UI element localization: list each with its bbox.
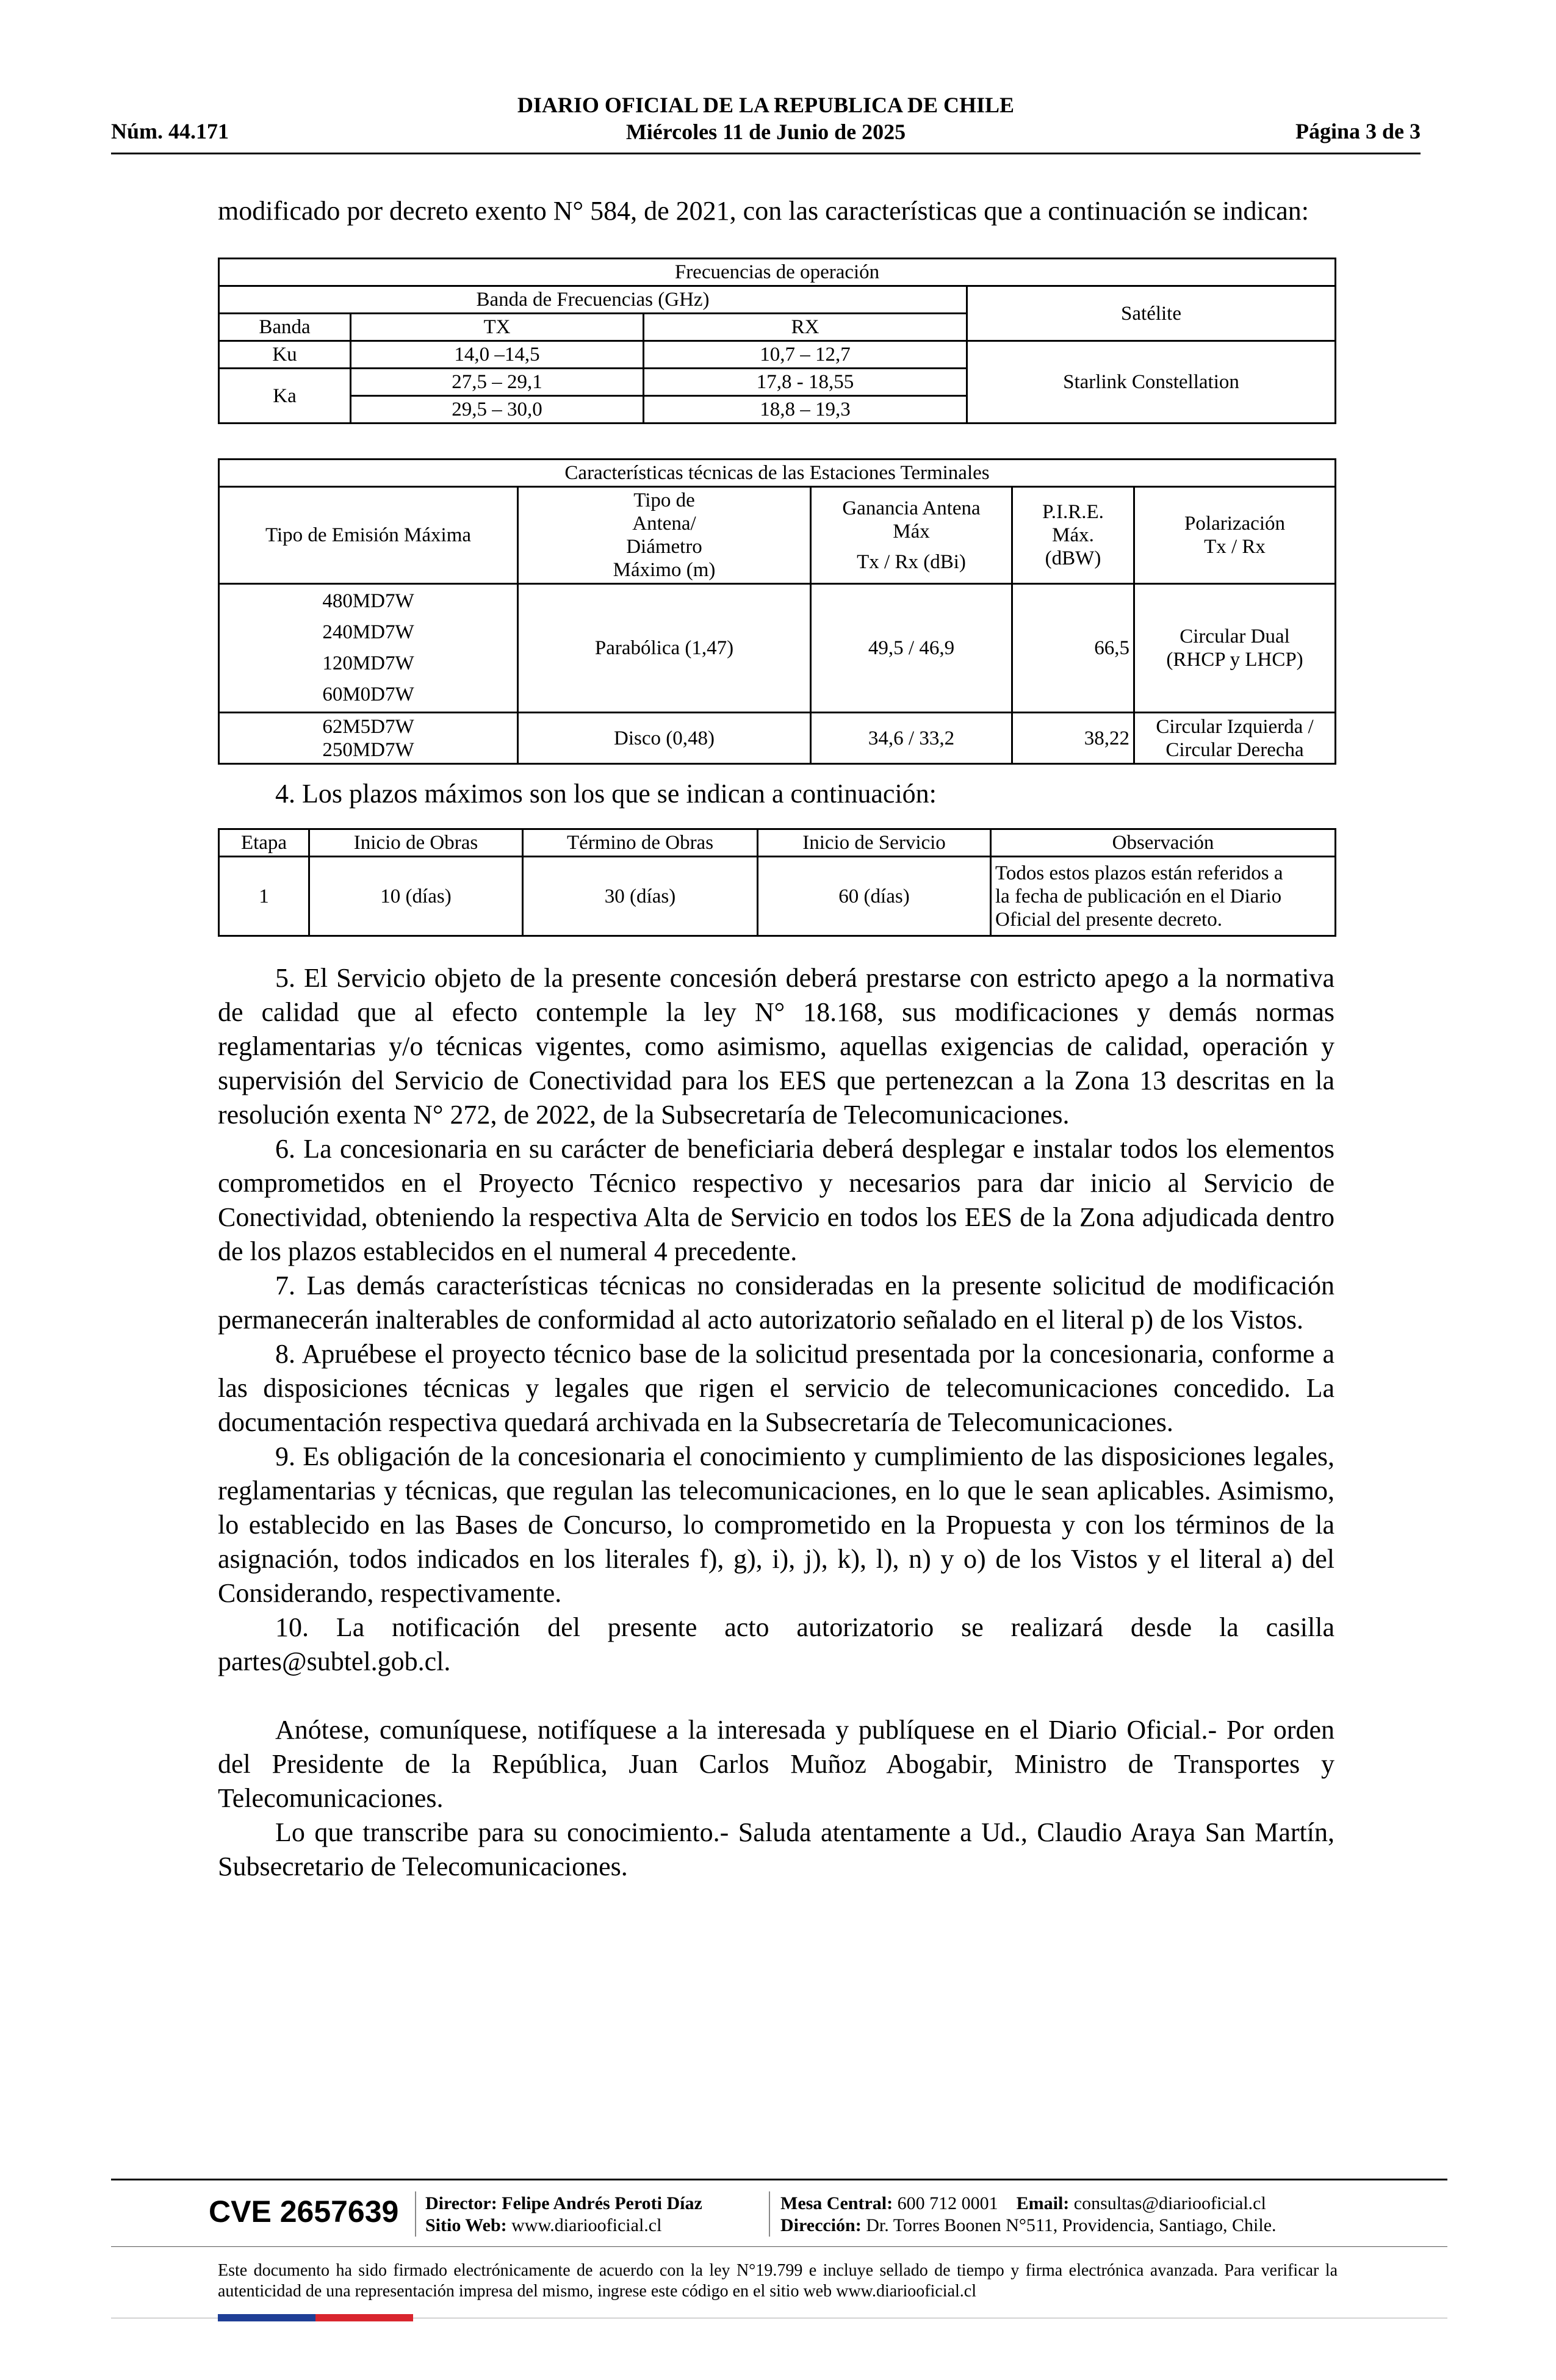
numbered-paragraphs: [218, 961, 1334, 1679]
tx-cell: 27,5 – 29,1: [351, 369, 644, 396]
page-number: Página 3 de 3: [1295, 119, 1421, 143]
polarization-line: Circular Derecha: [1165, 738, 1304, 761]
emission-type: 250MD7W: [322, 738, 414, 761]
flag-blue-segment: [218, 2314, 315, 2321]
publication-title: DIARIO OFICIAL DE LA REPUBLICA DE CHILE: [517, 93, 1015, 117]
pire-header: [1012, 487, 1134, 584]
tx-cell: 29,5 – 30,0: [351, 396, 644, 424]
emission-type: 120MD7W: [322, 652, 414, 674]
polarization-line: Circular Izquierda /: [1156, 715, 1314, 738]
footer-info: [111, 2180, 1447, 2241]
band-column-header: Banda: [219, 314, 351, 341]
emission-type: 62M5D7W: [322, 715, 414, 738]
email-label: Email:: [1016, 2193, 1070, 2213]
footer-director-block: [425, 2193, 702, 2237]
emission-cell: [219, 584, 518, 713]
paragraph-6: 6. La concesionaria en su carácter de beneficiaria deberá desplegar e instalar todos los elementos comprometidos en el Proyecto Técnico respectivo y necesarios para dar inicio al Servicio de Conectividad, obteniendo la respectiva Alta de Servicio en todos los EES de la Zona adjudicada dentro de los plazos establecidos en el numeral 4 precedente.: [218, 1134, 1334, 1266]
observation-line: Oficial del presente decreto.: [995, 908, 1222, 931]
phone-label: Mesa Central:: [780, 2193, 893, 2213]
footer-thin-divider: [111, 2246, 1447, 2247]
rx-cell: 10,7 – 12,7: [644, 341, 967, 369]
footer-separator: [769, 2191, 770, 2237]
address-label: Dirección:: [780, 2215, 862, 2235]
intro-paragraph: modificado por decreto exento N° 584, de 2021, con las características que a continuación se indican:: [218, 196, 1309, 226]
gain-header-line: Tx / Rx (dBi): [857, 551, 966, 573]
frequencies-table: [218, 258, 1336, 424]
antenna-header-line: Antena/: [632, 513, 696, 535]
start-service-header: Inicio de Servicio: [758, 829, 991, 857]
item-4-paragraph: 4. Los plazos máximos son los que se indican a continuación:: [275, 779, 937, 809]
gain-header-line: Máx: [893, 521, 930, 543]
footer-contact-block: [780, 2193, 1277, 2237]
polarization-line: (RHCP y LHCP): [1166, 649, 1303, 671]
polarization-line: Circular Dual: [1180, 626, 1290, 647]
terminal-table-title: Características técnicas de las Estaciones Terminales: [219, 460, 1336, 487]
emission-type: 240MD7W: [322, 621, 414, 643]
deadlines-table: [218, 828, 1336, 937]
issue-number: Núm. 44.171: [111, 119, 229, 143]
legal-notice: Este documento ha sido firmado electrónicamente de acuerdo con la ley N°19.799 e incluye sellado de tiempo y firma electrónica avanzada. Para verificar la autenticidad de una representación impresa del mismo, ingrese este código en el sitio web www.diariooficial.cl: [218, 2261, 1338, 2301]
observation-cell: [991, 857, 1336, 936]
antenna-cell: Parabólica (1,47): [518, 584, 811, 713]
pire-header-line: Máx.: [1052, 524, 1094, 546]
frequencies-table-title: Frecuencias de operación: [219, 259, 1336, 286]
polarization-header-line: Polarización: [1184, 513, 1285, 535]
page-footer: [111, 2179, 1447, 2301]
polarization-header: [1134, 487, 1336, 584]
closing-paragraph: Anótese, comuníquese, notifíquese a la interesada y publíquese en el Diario Oficial.- Por orden del Presidente de la República, Juan Carlos Muñoz Abogabir, Ministro de Transportes y Telecomunicaciones.: [218, 1715, 1334, 1813]
email-link[interactable]: consultas@diariooficial.cl: [1073, 2193, 1266, 2213]
antenna-header-line: Máximo (m): [613, 559, 716, 581]
pire-cell: 66,5: [1012, 584, 1134, 713]
rx-cell: 18,8 – 19,3: [644, 396, 967, 424]
cve-code: CVE 2657639: [209, 2194, 399, 2229]
polarization-cell: [1134, 584, 1336, 713]
website-link[interactable]: www.diariooficial.cl: [511, 2215, 662, 2235]
start-works-cell: 10 (días): [309, 857, 523, 936]
tx-cell: 14,0 –14,5: [351, 341, 644, 369]
document-body: [218, 194, 1334, 1884]
stage-header: Etapa: [219, 829, 309, 857]
observation-line: Todos estos plazos están referidos a: [995, 862, 1283, 884]
paragraph-8: 8. Apruébese el proyecto técnico base de la solicitud presentada por la concesionaria, conforme a las disposiciones técnicas y legales que rigen el servicio de telecomunicaciones concedido. La documentación respectiva quedará archivada en la Subsecretaría de Telecomunicaciones.: [218, 1339, 1334, 1437]
paragraph-5: 5. El Servicio objeto de la presente concesión deberá prestarse con estricto apego a la normativa de calidad que al efecto contemple la ley N° 18.168, sus modificaciones y demás normas reglamentarias y/o técnicas vigentes, como asimismo, aquellas exigencias de calidad, operación y supervisión del Servicio de Conectividad para los EES que pertenezcan a la Zona 13 descritas en la resolución exenta N° 272, de 2022, de la Subsecretaría de Telecomunicaciones.: [218, 963, 1334, 1130]
website-label: Sitio Web:: [425, 2215, 507, 2235]
observation-header: Observación: [991, 829, 1336, 857]
rx-column-header: RX: [644, 314, 967, 341]
terminal-stations-table: [218, 458, 1336, 765]
stage-cell: 1: [219, 857, 309, 936]
pire-cell: 38,22: [1012, 713, 1134, 764]
antenna-header: [518, 487, 811, 584]
emission-type: 60M0D7W: [322, 683, 414, 705]
paragraph-9: 9. Es obligación de la concesionaria el conocimiento y cumplimiento de las disposiciones legales, reglamentarias y técnicas, que regulan las telecomunicaciones, en lo que le sean aplicables. Asimismo, lo establecido en las Bases de Concurso, lo comprometido en la Propuesta y con los términos de la asignación, todos indicados en los literales f), g), i), j), k), l), n) y o) de los Vistos y el literal a) del Considerando, respectivamente.: [218, 1441, 1334, 1608]
polarization-cell: [1134, 713, 1336, 764]
start-works-header: Inicio de Obras: [309, 829, 523, 857]
band-group-header: Banda de Frecuencias (GHz): [219, 286, 967, 314]
band-cell: Ku: [219, 341, 351, 369]
director-label: Director:: [425, 2193, 497, 2213]
satellite-header: Satélite: [967, 286, 1336, 341]
pire-header-line: P.I.R.E.: [1042, 501, 1104, 523]
end-works-header: Término de Obras: [523, 829, 758, 857]
footer-separator: [415, 2191, 416, 2237]
polarization-header-line: Tx / Rx: [1204, 536, 1266, 558]
flag-red-segment: [315, 2314, 413, 2321]
transcription-paragraph: Lo que transcribe para su conocimiento.- Saluda atentamente a Ud., Claudio Araya San Martín, Subsecretario de Telecomunicaciones.: [218, 1817, 1334, 1881]
satellite-cell: Starlink Constellation: [967, 341, 1336, 424]
rx-cell: 17,8 - 18,55: [644, 369, 967, 396]
start-service-cell: 60 (días): [758, 857, 991, 936]
director-name: Felipe Andrés Peroti Díaz: [502, 2193, 702, 2213]
pire-header-line: (dBW): [1045, 547, 1101, 569]
page-header: [111, 92, 1421, 145]
band-cell: Ka: [219, 369, 351, 424]
gain-cell: 34,6 / 33,2: [811, 713, 1012, 764]
gain-cell: 49,5 / 46,9: [811, 584, 1012, 713]
flag-stripe: [218, 2314, 413, 2321]
emission-type: 480MD7W: [322, 590, 414, 612]
antenna-cell: Disco (0,48): [518, 713, 811, 764]
gain-header-line: Ganancia Antena: [842, 497, 981, 519]
observation-line: la fecha de publicación en el Diario: [995, 885, 1282, 907]
antenna-header-line: Tipo de: [633, 489, 695, 511]
emission-cell: [219, 713, 518, 764]
paragraph-10: 10. La notificación del presente acto autorizatorio se realizará desde la casilla partes@subtel.gob.cl.: [218, 1612, 1334, 1676]
paragraph-7: 7. Las demás características técnicas no consideradas en la presente solicitud de modificación permanecerán inalterables de conformidad al acto autorizatorio señalado en el literal p) de los Vistos.: [218, 1271, 1334, 1335]
emission-header: Tipo de Emisión Máxima: [219, 487, 518, 584]
gain-header: [811, 487, 1012, 584]
header-divider: [111, 153, 1421, 154]
address-text: Dr. Torres Boonen N°511, Providencia, Santiago, Chile.: [866, 2215, 1277, 2235]
phone-number: 600 712 0001: [897, 2193, 998, 2213]
antenna-header-line: Diámetro: [626, 536, 702, 558]
publication-date: Miércoles 11 de Junio de 2025: [625, 120, 906, 144]
tx-column-header: TX: [351, 314, 644, 341]
end-works-cell: 30 (días): [523, 857, 758, 936]
